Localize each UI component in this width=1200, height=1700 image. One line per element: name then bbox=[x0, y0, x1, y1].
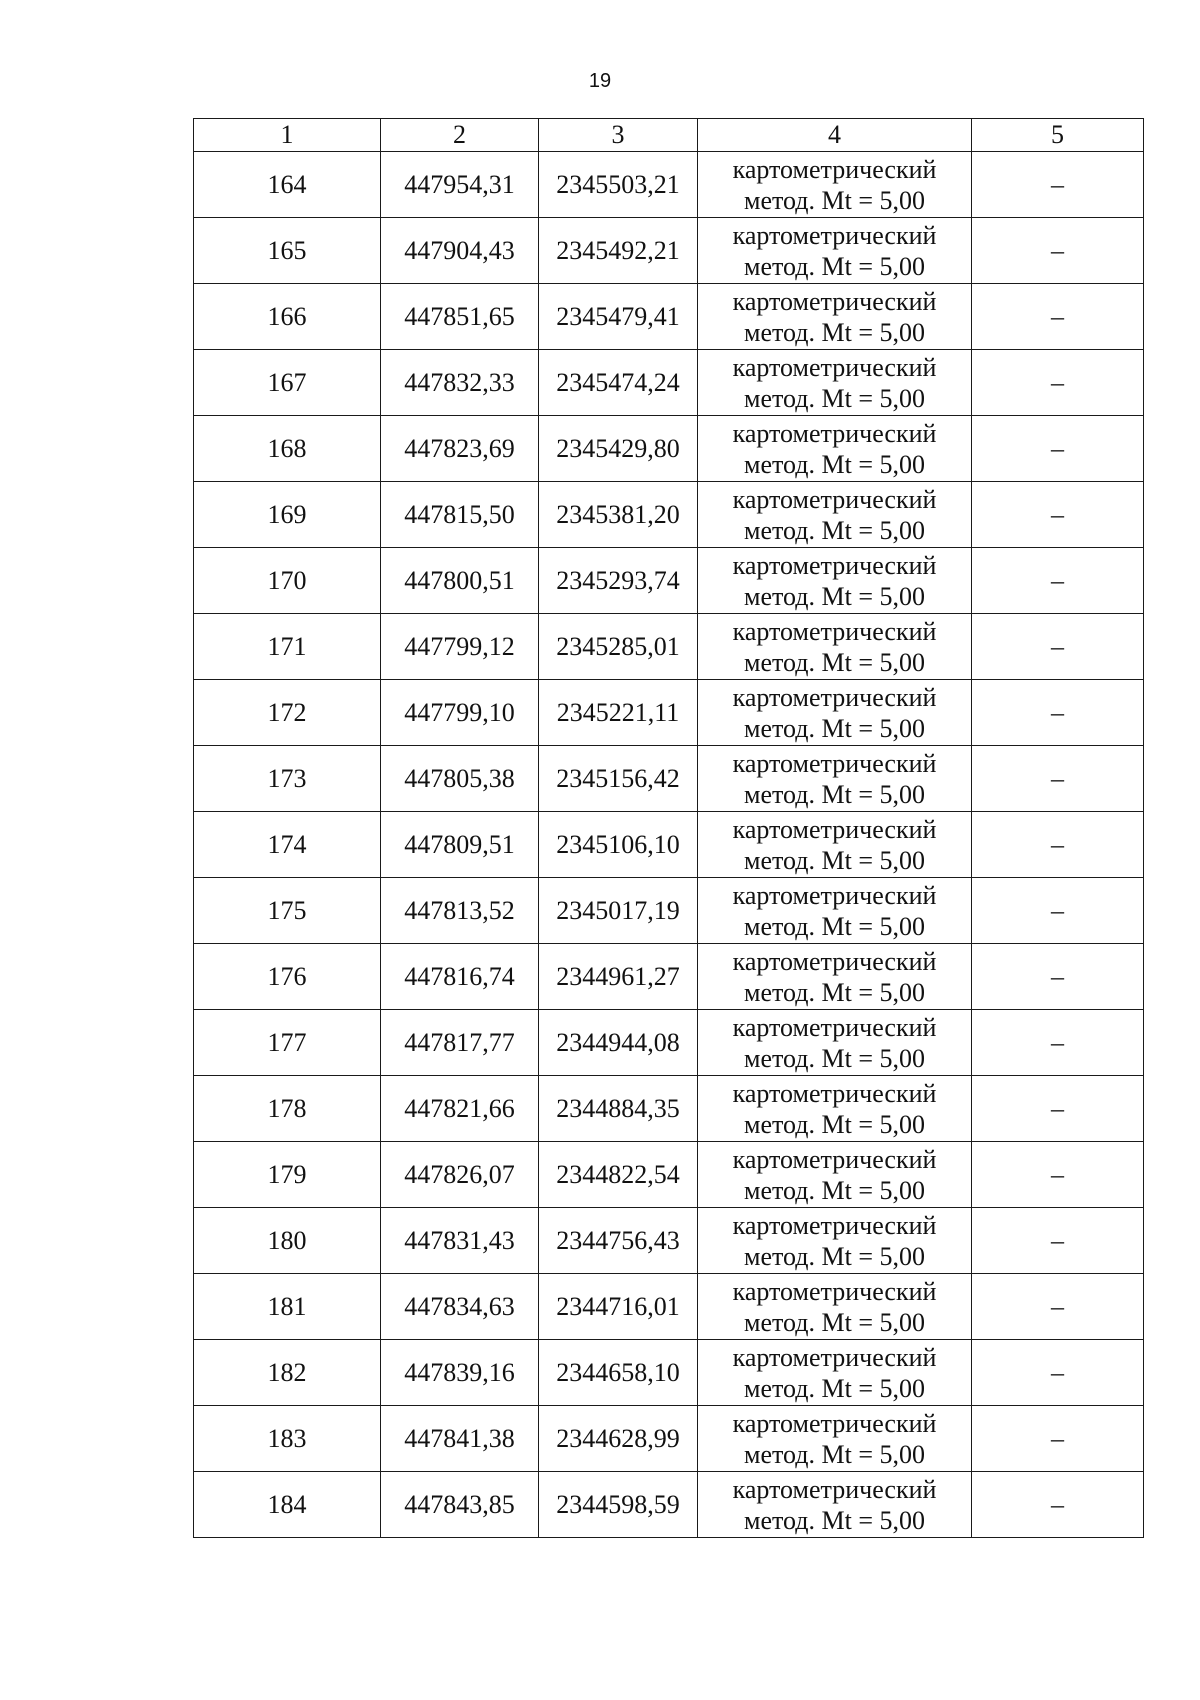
method-cell bbox=[698, 1010, 972, 1076]
coordinate-x-cell: 447843,85 bbox=[381, 1472, 539, 1538]
coordinate-y-cell: 2345156,42 bbox=[539, 746, 698, 812]
coordinate-y-cell: 2345474,24 bbox=[539, 350, 698, 416]
method-cell bbox=[698, 482, 972, 548]
point-number-cell: 184 bbox=[194, 1472, 381, 1538]
method-cell bbox=[698, 1274, 972, 1340]
method-cell bbox=[698, 152, 972, 218]
method-cell bbox=[698, 1076, 972, 1142]
table-row bbox=[194, 878, 1144, 944]
table-row bbox=[194, 218, 1144, 284]
method-text-line-1: картометрический bbox=[732, 1474, 937, 1504]
coordinate-y-cell: 2344944,08 bbox=[539, 1010, 698, 1076]
point-number-cell: 175 bbox=[194, 878, 381, 944]
method-text-line-2: метод. Mt = 5,00 bbox=[744, 977, 925, 1007]
note-cell: – bbox=[972, 812, 1144, 878]
coordinate-x-cell: 447816,74 bbox=[381, 944, 539, 1010]
method-text-line-2: метод. Mt = 5,00 bbox=[744, 1241, 925, 1271]
method-text-line-1: картометрический bbox=[732, 220, 937, 250]
coordinate-y-cell: 2345479,41 bbox=[539, 284, 698, 350]
coordinate-x-cell: 447832,33 bbox=[381, 350, 539, 416]
table-row bbox=[194, 944, 1144, 1010]
table-row bbox=[194, 482, 1144, 548]
table-row bbox=[194, 614, 1144, 680]
point-number-cell: 176 bbox=[194, 944, 381, 1010]
coordinate-x-cell: 447799,10 bbox=[381, 680, 539, 746]
column-header-1: 1 bbox=[194, 119, 381, 152]
method-text-line-2: метод. Mt = 5,00 bbox=[744, 845, 925, 875]
method-text-line-2: метод. Mt = 5,00 bbox=[744, 515, 925, 545]
table-row bbox=[194, 680, 1144, 746]
table-row bbox=[194, 548, 1144, 614]
method-text-line-1: картометрический bbox=[732, 154, 937, 184]
method-text-line-2: метод. Mt = 5,00 bbox=[744, 449, 925, 479]
method-cell bbox=[698, 746, 972, 812]
point-number-cell: 173 bbox=[194, 746, 381, 812]
coordinate-x-cell: 447821,66 bbox=[381, 1076, 539, 1142]
note-cell: – bbox=[972, 1208, 1144, 1274]
coordinate-x-cell: 447805,38 bbox=[381, 746, 539, 812]
note-cell: – bbox=[972, 746, 1144, 812]
method-text-line-1: картометрический bbox=[732, 418, 937, 448]
coordinate-y-cell: 2344658,10 bbox=[539, 1340, 698, 1406]
table-row bbox=[194, 1472, 1144, 1538]
method-cell bbox=[698, 1472, 972, 1538]
table-row bbox=[194, 350, 1144, 416]
coordinate-x-cell: 447834,63 bbox=[381, 1274, 539, 1340]
method-text-line-2: метод. Mt = 5,00 bbox=[744, 317, 925, 347]
header-row bbox=[194, 119, 1144, 152]
coordinate-x-cell: 447954,31 bbox=[381, 152, 539, 218]
note-cell: – bbox=[972, 1406, 1144, 1472]
table-row bbox=[194, 812, 1144, 878]
coordinate-y-cell: 2345492,21 bbox=[539, 218, 698, 284]
point-number-cell: 178 bbox=[194, 1076, 381, 1142]
method-text-line-2: метод. Mt = 5,00 bbox=[744, 911, 925, 941]
coordinate-x-cell: 447800,51 bbox=[381, 548, 539, 614]
method-text-line-1: картометрический bbox=[732, 1144, 937, 1174]
note-cell: – bbox=[972, 218, 1144, 284]
column-header-2: 2 bbox=[381, 119, 539, 152]
coordinate-x-cell: 447817,77 bbox=[381, 1010, 539, 1076]
table-row bbox=[194, 1340, 1144, 1406]
note-cell: – bbox=[972, 680, 1144, 746]
method-cell bbox=[698, 812, 972, 878]
note-cell: – bbox=[972, 1340, 1144, 1406]
point-number-cell: 179 bbox=[194, 1142, 381, 1208]
method-cell bbox=[698, 614, 972, 680]
coordinate-x-cell: 447841,38 bbox=[381, 1406, 539, 1472]
note-cell: – bbox=[972, 1010, 1144, 1076]
note-cell: – bbox=[972, 1274, 1144, 1340]
column-header-5: 5 bbox=[972, 119, 1144, 152]
point-number-cell: 167 bbox=[194, 350, 381, 416]
method-text-line-1: картометрический bbox=[732, 1276, 937, 1306]
coordinate-y-cell: 2344756,43 bbox=[539, 1208, 698, 1274]
method-text-line-1: картометрический bbox=[732, 814, 937, 844]
coordinate-y-cell: 2344822,54 bbox=[539, 1142, 698, 1208]
method-text-line-2: метод. Mt = 5,00 bbox=[744, 185, 925, 215]
coordinate-y-cell: 2345503,21 bbox=[539, 152, 698, 218]
coordinate-y-cell: 2344716,01 bbox=[539, 1274, 698, 1340]
method-text-line-2: метод. Mt = 5,00 bbox=[744, 1109, 925, 1139]
coordinates-table bbox=[193, 118, 1144, 1538]
method-text-line-1: картометрический bbox=[732, 484, 937, 514]
method-cell bbox=[698, 944, 972, 1010]
note-cell: – bbox=[972, 548, 1144, 614]
coordinate-x-cell: 447831,43 bbox=[381, 1208, 539, 1274]
table-row bbox=[194, 416, 1144, 482]
coordinate-x-cell: 447839,16 bbox=[381, 1340, 539, 1406]
table-row bbox=[194, 284, 1144, 350]
point-number-cell: 169 bbox=[194, 482, 381, 548]
note-cell: – bbox=[972, 1472, 1144, 1538]
coordinate-x-cell: 447851,65 bbox=[381, 284, 539, 350]
coordinate-y-cell: 2345381,20 bbox=[539, 482, 698, 548]
method-text-line-2: метод. Mt = 5,00 bbox=[744, 713, 925, 743]
table-row bbox=[194, 1406, 1144, 1472]
coordinate-y-cell: 2345221,11 bbox=[539, 680, 698, 746]
method-text-line-2: метод. Mt = 5,00 bbox=[744, 1373, 925, 1403]
table-row bbox=[194, 1208, 1144, 1274]
method-cell bbox=[698, 548, 972, 614]
method-text-line-2: метод. Mt = 5,00 bbox=[744, 1439, 925, 1469]
method-text-line-2: метод. Mt = 5,00 bbox=[744, 383, 925, 413]
method-text-line-2: метод. Mt = 5,00 bbox=[744, 1043, 925, 1073]
point-number-cell: 181 bbox=[194, 1274, 381, 1340]
method-text-line-2: метод. Mt = 5,00 bbox=[744, 1175, 925, 1205]
method-cell bbox=[698, 878, 972, 944]
coordinate-x-cell: 447813,52 bbox=[381, 878, 539, 944]
coordinate-x-cell: 447809,51 bbox=[381, 812, 539, 878]
method-cell bbox=[698, 1406, 972, 1472]
note-cell: – bbox=[972, 482, 1144, 548]
point-number-cell: 165 bbox=[194, 218, 381, 284]
method-text-line-2: метод. Mt = 5,00 bbox=[744, 251, 925, 281]
point-number-cell: 172 bbox=[194, 680, 381, 746]
method-text-line-1: картометрический bbox=[732, 880, 937, 910]
page-number: 19 bbox=[588, 70, 612, 92]
column-header-3: 3 bbox=[539, 119, 698, 152]
method-cell bbox=[698, 1340, 972, 1406]
method-text-line-2: метод. Mt = 5,00 bbox=[744, 1505, 925, 1535]
note-cell: – bbox=[972, 284, 1144, 350]
note-cell: – bbox=[972, 1142, 1144, 1208]
coordinate-y-cell: 2345429,80 bbox=[539, 416, 698, 482]
method-text-line-1: картометрический bbox=[732, 1078, 937, 1108]
note-cell: – bbox=[972, 614, 1144, 680]
point-number-cell: 183 bbox=[194, 1406, 381, 1472]
method-text-line-2: метод. Mt = 5,00 bbox=[744, 1307, 925, 1337]
method-text-line-1: картометрический bbox=[732, 946, 937, 976]
method-text-line-2: метод. Mt = 5,00 bbox=[744, 647, 925, 677]
method-text-line-2: метод. Mt = 5,00 bbox=[744, 779, 925, 809]
coordinate-x-cell: 447799,12 bbox=[381, 614, 539, 680]
method-text-line-1: картометрический bbox=[732, 1210, 937, 1240]
point-number-cell: 170 bbox=[194, 548, 381, 614]
note-cell: – bbox=[972, 152, 1144, 218]
table-row bbox=[194, 1076, 1144, 1142]
table-row bbox=[194, 1010, 1144, 1076]
method-text-line-1: картометрический bbox=[732, 1408, 937, 1438]
method-cell bbox=[698, 1142, 972, 1208]
note-cell: – bbox=[972, 878, 1144, 944]
method-text-line-1: картометрический bbox=[732, 352, 937, 382]
point-number-cell: 171 bbox=[194, 614, 381, 680]
coordinate-y-cell: 2345293,74 bbox=[539, 548, 698, 614]
method-text-line-1: картометрический bbox=[732, 616, 937, 646]
table-body bbox=[194, 152, 1144, 1538]
coordinate-x-cell: 447815,50 bbox=[381, 482, 539, 548]
method-cell bbox=[698, 680, 972, 746]
coordinate-y-cell: 2345106,10 bbox=[539, 812, 698, 878]
point-number-cell: 180 bbox=[194, 1208, 381, 1274]
coordinate-y-cell: 2344961,27 bbox=[539, 944, 698, 1010]
column-header-4: 4 bbox=[698, 119, 972, 152]
table-row bbox=[194, 152, 1144, 218]
table-row bbox=[194, 1142, 1144, 1208]
point-number-cell: 168 bbox=[194, 416, 381, 482]
table-row bbox=[194, 1274, 1144, 1340]
method-text-line-1: картометрический bbox=[732, 682, 937, 712]
point-number-cell: 182 bbox=[194, 1340, 381, 1406]
note-cell: – bbox=[972, 350, 1144, 416]
table-header bbox=[194, 119, 1144, 152]
point-number-cell: 174 bbox=[194, 812, 381, 878]
method-text-line-1: картометрический bbox=[732, 286, 937, 316]
method-cell bbox=[698, 1208, 972, 1274]
note-cell: – bbox=[972, 416, 1144, 482]
coordinate-y-cell: 2345017,19 bbox=[539, 878, 698, 944]
coordinate-x-cell: 447826,07 bbox=[381, 1142, 539, 1208]
coordinate-y-cell: 2345285,01 bbox=[539, 614, 698, 680]
method-text-line-1: картометрический bbox=[732, 1012, 937, 1042]
point-number-cell: 164 bbox=[194, 152, 381, 218]
method-cell bbox=[698, 416, 972, 482]
table-row bbox=[194, 746, 1144, 812]
point-number-cell: 166 bbox=[194, 284, 381, 350]
point-number-cell: 177 bbox=[194, 1010, 381, 1076]
coordinate-x-cell: 447823,69 bbox=[381, 416, 539, 482]
coordinate-y-cell: 2344598,59 bbox=[539, 1472, 698, 1538]
method-text-line-2: метод. Mt = 5,00 bbox=[744, 581, 925, 611]
method-text-line-1: картометрический bbox=[732, 748, 937, 778]
method-text-line-1: картометрический bbox=[732, 1342, 937, 1372]
coordinate-y-cell: 2344628,99 bbox=[539, 1406, 698, 1472]
method-text-line-1: картометрический bbox=[732, 550, 937, 580]
method-cell bbox=[698, 218, 972, 284]
note-cell: – bbox=[972, 1076, 1144, 1142]
note-cell: – bbox=[972, 944, 1144, 1010]
coordinate-x-cell: 447904,43 bbox=[381, 218, 539, 284]
method-cell bbox=[698, 284, 972, 350]
coordinate-y-cell: 2344884,35 bbox=[539, 1076, 698, 1142]
method-cell bbox=[698, 350, 972, 416]
